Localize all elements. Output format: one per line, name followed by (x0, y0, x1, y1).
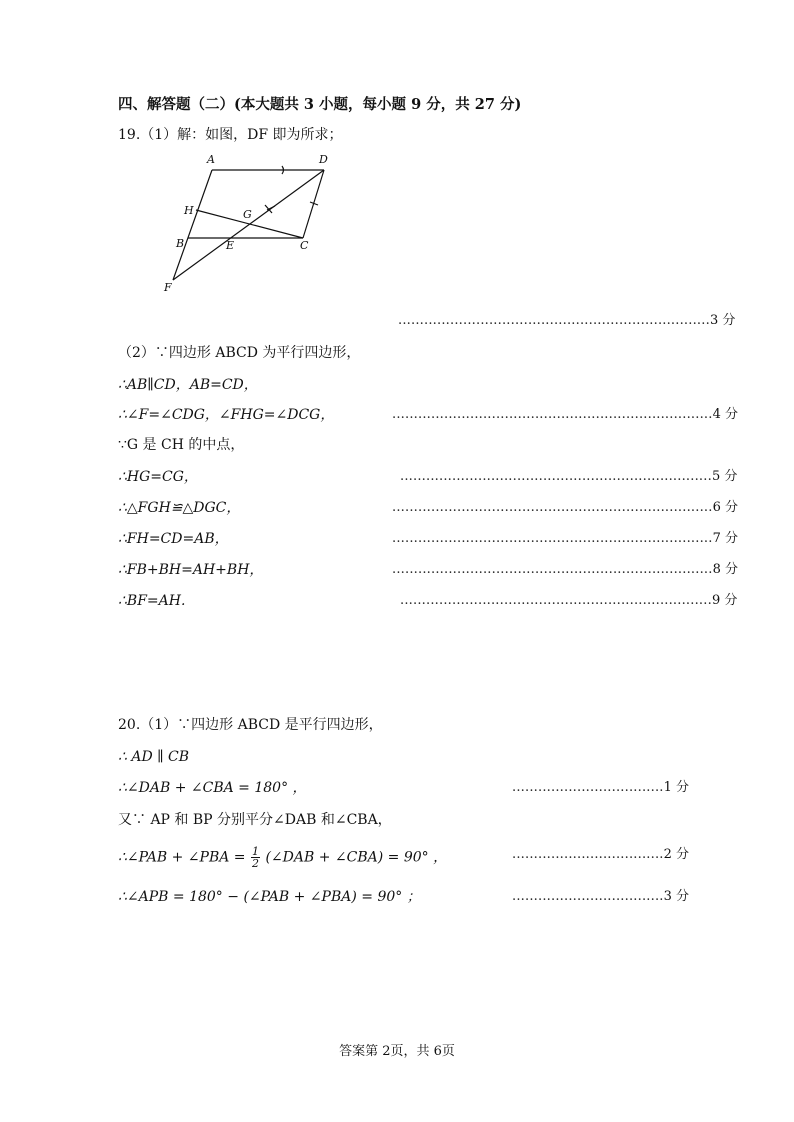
q19-step-4: ∴HG=CG， (118, 469, 198, 485)
label-e: E (226, 239, 235, 252)
q20-score-line-2: ...................................2 分 (512, 847, 690, 862)
q20-half-right: (∠DAB + ∠CBA) = 90° ， (265, 849, 448, 866)
q20-half-left: ∴∠PAB + ∠PBA = (118, 849, 246, 866)
q19-part2-intro: （2）∵四边形 ABCD 为平行四边形， (118, 345, 361, 361)
q19-step-7: ∴FB+BH=AH+BH， (118, 562, 264, 578)
q20-intro: 20.（1）∵四边形 ABCD 是平行四边形， (118, 717, 383, 733)
label-b: B (176, 237, 185, 250)
q19-score-line-9: ........................................................................9 分 (400, 593, 738, 608)
segment-dc (303, 170, 324, 238)
q20-bisect: 又∵ AP 和 BP 分别平分∠DAB 和∠CBA， (118, 812, 392, 828)
q19-score-line-4: ..........................................................................4 分 (392, 407, 738, 422)
label-g: G (243, 208, 252, 221)
label-c: C (300, 239, 309, 252)
q19-step-6: ∴FH=CD=AB， (118, 531, 229, 547)
q20-apb: ∴∠APB = 180° − (∠PAB + ∠PBA) = 90° ； (118, 889, 421, 905)
segment-af (173, 170, 212, 280)
q19-figure (160, 152, 350, 297)
q19-step-5: ∴△FGH≌△DGC， (118, 500, 241, 516)
fraction-half (251, 846, 260, 869)
q19-step-1: ∴AB∥CD，AB=CD， (118, 377, 258, 393)
q20-score-line-1: ...................................1 分 (512, 780, 690, 795)
label-h: H (184, 204, 194, 217)
q19-score-line-6: ..........................................................................6 分 (392, 500, 738, 515)
label-f: F (164, 281, 172, 294)
q20-angle-sum: ∴∠DAB + ∠CBA = 180° ， (118, 780, 307, 796)
q20-half-sum (118, 846, 447, 869)
page-footer: 答案第 2页，共 6页 (339, 1044, 455, 1059)
q20-score-line-3: ...................................3 分 (512, 889, 690, 904)
q19-score-line-1: ........................................................................3 分 (398, 313, 736, 328)
q19-intro: 19.（1）解：如图，DF 即为所求； (118, 127, 343, 143)
q19-step-8: ∴BF=AH. (118, 593, 186, 609)
q19-score-line-8: ..........................................................................8 分 (392, 562, 738, 577)
fraction-numerator: 1 (251, 845, 259, 858)
q19-score-line-7: ..........................................................................7 分 (392, 531, 738, 546)
q19-score-line-5: ........................................................................5 分 (400, 469, 738, 484)
label-d: D (319, 153, 328, 166)
fraction-denominator: 2 (251, 857, 259, 870)
segment-df (173, 170, 324, 280)
q19-step-3: ∵G 是 CH 的中点， (118, 437, 245, 453)
section-heading: 四、解答题（二）(本大题共 3 小题，每小题 9 分，共 27 分) (118, 96, 522, 113)
label-a: A (207, 153, 215, 166)
q19-step-2: ∴∠F=∠CDG，∠FHG=∠DCG， (118, 407, 335, 423)
q20-parallel: ∴ AD ∥ CB (118, 749, 190, 765)
